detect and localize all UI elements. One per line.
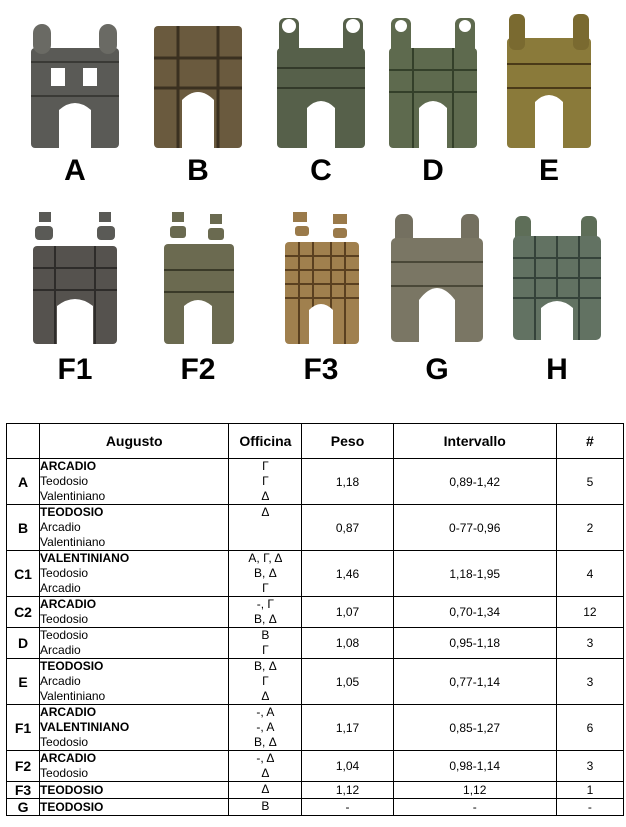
augusto-name: Teodosio xyxy=(40,735,89,749)
row-augusto xyxy=(40,799,229,816)
row-peso: 1,05 xyxy=(302,659,393,705)
officina-mark: B xyxy=(261,628,270,642)
augusto-name: Teodosio xyxy=(40,628,89,642)
header-peso: Peso xyxy=(302,424,393,459)
augusto-name: Teodosio xyxy=(40,766,89,780)
coin-b xyxy=(143,18,253,198)
row-officina xyxy=(229,782,302,799)
coin-e xyxy=(494,8,604,198)
header-code xyxy=(7,424,40,459)
officina-mark: A, Γ, Δ xyxy=(248,551,283,565)
row-peso: 1,17 xyxy=(302,705,393,751)
row-officina xyxy=(229,799,302,816)
coin-f3-image xyxy=(271,210,371,345)
row-augusto xyxy=(40,659,229,705)
row-code: F3 xyxy=(7,782,40,799)
augusto-name: ARCADIO xyxy=(40,597,97,611)
row-officina xyxy=(229,751,302,782)
coin-h xyxy=(502,210,612,390)
row-count: 12 xyxy=(556,597,623,628)
augusto-name: Valentiniano xyxy=(40,489,106,503)
coin-c xyxy=(266,8,376,198)
coin-label-f2: F2 xyxy=(180,353,216,386)
officina-mark: Γ xyxy=(262,643,269,657)
coin-label-b: B xyxy=(187,154,209,187)
augusto-name: Arcadio xyxy=(40,674,81,688)
row-peso: 1,46 xyxy=(302,551,393,597)
augusto-name: Teodosio xyxy=(40,612,89,626)
row-intervallo: 0,70-1,34 xyxy=(393,597,556,628)
row-intervallo: 0,98-1,14 xyxy=(393,751,556,782)
officina-mark: -, A xyxy=(256,705,275,719)
table-row xyxy=(7,628,624,659)
row-officina xyxy=(229,551,302,597)
officina-mark: B, Δ xyxy=(254,612,277,626)
augusto-name: ARCADIO xyxy=(40,459,97,473)
table-row xyxy=(7,705,624,751)
coin-label-f3: F3 xyxy=(303,353,339,386)
row-augusto xyxy=(40,705,229,751)
row-augusto xyxy=(40,751,229,782)
row-augusto xyxy=(40,628,229,659)
officina-mark: Δ xyxy=(261,689,270,703)
row-count: 1 xyxy=(556,782,623,799)
augusto-name: Arcadio xyxy=(40,643,81,657)
augusto-name: TEODOSIO xyxy=(40,782,104,797)
coin-label-f1: F1 xyxy=(57,353,93,386)
row-code: F2 xyxy=(7,751,40,782)
row-code: C2 xyxy=(7,597,40,628)
row-augusto xyxy=(40,597,229,628)
row-officina xyxy=(229,459,302,505)
officina-mark: B, Δ xyxy=(254,659,277,673)
row-augusto xyxy=(40,782,229,799)
coin-label-h: H xyxy=(546,353,568,386)
row-augusto xyxy=(40,505,229,551)
row-intervallo: 0,85-1,27 xyxy=(393,705,556,751)
officina-mark: Γ xyxy=(262,581,269,595)
row-code: E xyxy=(7,659,40,705)
augusto-name: TEODOSIO xyxy=(40,659,104,673)
augusto-name: Teodosio xyxy=(40,566,89,580)
augusto-name: Arcadio xyxy=(40,520,81,534)
row-augusto xyxy=(40,459,229,505)
row-peso: 1,08 xyxy=(302,628,393,659)
row-officina xyxy=(229,597,302,628)
header-intervallo: Intervallo xyxy=(393,424,556,459)
coin-label-g: G xyxy=(425,353,449,386)
row-count: 2 xyxy=(556,505,623,551)
coin-b-image xyxy=(148,18,248,150)
coin-label-c: C xyxy=(310,154,332,187)
row-code: C1 xyxy=(7,551,40,597)
officina-mark: Γ xyxy=(262,674,269,688)
officina-mark xyxy=(229,520,301,535)
officina-mark xyxy=(229,535,301,550)
coin-label-d: D xyxy=(422,154,444,187)
officina-mark: Γ xyxy=(262,474,269,488)
coin-type-table xyxy=(6,423,624,816)
row-officina xyxy=(229,505,302,551)
augusto-name: Teodosio xyxy=(40,474,89,488)
officina-mark: Γ xyxy=(262,459,269,473)
table-row xyxy=(7,505,624,551)
coin-label-e: E xyxy=(538,154,559,187)
table-header-row xyxy=(7,424,624,459)
officina-mark: B xyxy=(261,799,270,813)
augusto-name: VALENTINIANO xyxy=(40,551,130,565)
row-count: 3 xyxy=(556,751,623,782)
coin-f1-image xyxy=(25,210,125,345)
row-officina xyxy=(229,659,302,705)
coin-a-image xyxy=(25,18,125,150)
officina-mark: -, A xyxy=(256,720,275,734)
row-count: - xyxy=(556,799,623,816)
coin-d xyxy=(378,8,488,198)
table-body xyxy=(7,459,624,816)
row-intervallo: 0-77-0,96 xyxy=(393,505,556,551)
table-row xyxy=(7,799,624,816)
row-augusto xyxy=(40,551,229,597)
coin-c-image xyxy=(271,8,371,150)
row-code: A xyxy=(7,459,40,505)
table-row xyxy=(7,597,624,628)
row-count: 6 xyxy=(556,705,623,751)
coin-f1 xyxy=(20,210,130,390)
officina-mark: Δ xyxy=(261,766,270,780)
augusto-name: Arcadio xyxy=(40,581,81,595)
row-count: 5 xyxy=(556,459,623,505)
table-row xyxy=(7,751,624,782)
coin-g-image xyxy=(385,210,489,345)
officina-mark: -, Γ xyxy=(256,597,275,611)
coin-g xyxy=(382,210,492,390)
coin-h-image xyxy=(507,210,607,345)
table-row xyxy=(7,782,624,799)
augusto-name: TEODOSIO xyxy=(40,505,104,519)
augusto-name: ARCADIO xyxy=(40,705,97,719)
augusto-name: TEODOSIO xyxy=(40,799,104,814)
row-peso: 1,18 xyxy=(302,459,393,505)
header-count: # xyxy=(556,424,623,459)
row-officina xyxy=(229,705,302,751)
coin-gallery xyxy=(0,0,626,400)
row-peso: 1,04 xyxy=(302,751,393,782)
coin-f2-image xyxy=(148,210,248,345)
header-augusto: Augusto xyxy=(40,424,229,459)
row-code: F1 xyxy=(7,705,40,751)
row-intervallo: 1,12 xyxy=(393,782,556,799)
row-intervallo: 0,77-1,14 xyxy=(393,659,556,705)
coin-e-image xyxy=(501,8,597,150)
row-intervallo: - xyxy=(393,799,556,816)
coin-f3 xyxy=(266,210,376,390)
header-officina: Officina xyxy=(229,424,302,459)
row-intervallo: 0,95-1,18 xyxy=(393,628,556,659)
row-count: 3 xyxy=(556,659,623,705)
row-intervallo: 0,89-1,42 xyxy=(393,459,556,505)
row-intervallo: 1,18-1,95 xyxy=(393,551,556,597)
officina-mark: Δ xyxy=(261,782,270,796)
table-row xyxy=(7,459,624,505)
augusto-name: Valentiniano xyxy=(40,689,106,703)
officina-mark: B, Δ xyxy=(254,735,277,749)
row-code: D xyxy=(7,628,40,659)
coin-d-image xyxy=(383,8,483,150)
row-peso: 0,87 xyxy=(302,505,393,551)
row-count: 4 xyxy=(556,551,623,597)
row-peso: 1,12 xyxy=(302,782,393,799)
table-row xyxy=(7,659,624,705)
coin-label-a: A xyxy=(64,154,86,187)
row-count: 3 xyxy=(556,628,623,659)
officina-mark: Δ xyxy=(261,505,270,519)
officina-mark: B, Δ xyxy=(254,566,277,580)
table-row xyxy=(7,551,624,597)
row-officina xyxy=(229,628,302,659)
coin-f2 xyxy=(143,210,253,390)
augusto-name: VALENTINIANO xyxy=(40,720,130,734)
augusto-name: Valentiniano xyxy=(40,535,106,549)
row-peso: 1,07 xyxy=(302,597,393,628)
officina-mark: -, Δ xyxy=(256,751,275,765)
augusto-name: ARCADIO xyxy=(40,751,97,765)
row-peso: - xyxy=(302,799,393,816)
row-code: G xyxy=(7,799,40,816)
row-code: B xyxy=(7,505,40,551)
officina-mark: Δ xyxy=(261,489,270,503)
coin-a xyxy=(20,18,130,198)
